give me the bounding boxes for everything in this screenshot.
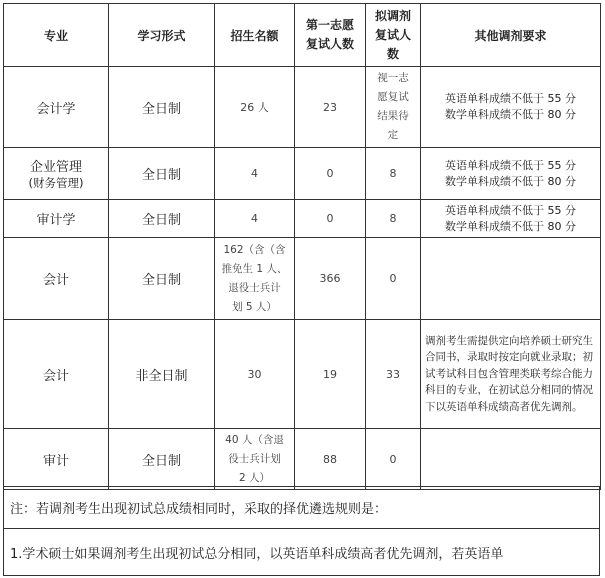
requirement-line: 英语单科成绩不低于 55 分 bbox=[445, 92, 576, 105]
cell-major: 会计 bbox=[4, 320, 109, 429]
table-row bbox=[4, 238, 601, 320]
cell-quota: 4 bbox=[215, 200, 295, 238]
admissions-table bbox=[3, 3, 601, 490]
admissions-table-wrapper bbox=[3, 3, 601, 490]
cell-transfer: 0 bbox=[366, 238, 421, 320]
cell-quota-line: 推免生 1 人、 bbox=[221, 262, 288, 275]
table-row bbox=[4, 200, 601, 238]
cell-quota-line: 役士兵计划 bbox=[228, 452, 281, 465]
cell-form: 全日制 bbox=[109, 238, 215, 320]
cell-transfer-line: 定 bbox=[387, 129, 399, 141]
header-transfer bbox=[366, 4, 421, 67]
table-row bbox=[4, 429, 601, 490]
cell-requirements bbox=[421, 148, 601, 200]
header-transfer-line2: 复试人 bbox=[374, 27, 411, 42]
cell-quota-line: 划 5 人） bbox=[232, 300, 277, 313]
cell-transfer-line: 愿复试 bbox=[377, 91, 409, 103]
cell-requirements bbox=[421, 238, 601, 320]
header-transfer-line3: 数 bbox=[386, 46, 399, 61]
cell-transfer bbox=[366, 67, 421, 148]
cell-transfer: 33 bbox=[366, 320, 421, 429]
cell-major: 审计 bbox=[4, 429, 109, 490]
cell-quota: 4 bbox=[215, 148, 295, 200]
cell-form: 全日制 bbox=[109, 429, 215, 490]
cell-transfer-line: 结果待 bbox=[377, 110, 409, 122]
cell-requirements bbox=[421, 200, 601, 238]
header-requirements: 其他调剂要求 bbox=[421, 4, 601, 67]
requirement-line: 数学单科成绩不低于 80 分 bbox=[445, 219, 576, 233]
cell-first-choice: 23 bbox=[295, 67, 366, 148]
header-first-choice bbox=[295, 4, 366, 67]
cell-first-choice: 88 bbox=[295, 429, 366, 490]
cell-requirements: 调剂考生需提供定向培养硕士研究生合同书，录取时按定向就业录取；初试考试科目包含管理类联考综合能力科目的专业，在初试总分相同的情况下以英语单科成绩高者优先调剂。 bbox=[421, 320, 601, 429]
cell-transfer: 0 bbox=[366, 429, 421, 490]
cell-quota: 30 bbox=[215, 320, 295, 429]
cell-form: 全日制 bbox=[109, 67, 215, 148]
table-header-row bbox=[4, 4, 601, 67]
cell-major-sub: (财务管理) bbox=[28, 176, 84, 190]
header-major: 专业 bbox=[4, 4, 109, 67]
cell-requirements bbox=[421, 429, 601, 490]
cell-major: 审计学 bbox=[4, 200, 109, 238]
cell-quota-line: 40 人（含退 bbox=[225, 433, 284, 446]
note-line-2: 1.学术硕士如果调剂考生出现初试总分相同，以英语单科成绩高者优先调剂，若英语单 bbox=[3, 528, 600, 576]
requirement-line: 英语单科成绩不低于 55 分 bbox=[445, 158, 576, 172]
cell-quota bbox=[215, 429, 295, 490]
cell-quota-line: 2 人） bbox=[238, 471, 271, 484]
cell-first-choice: 0 bbox=[295, 200, 366, 238]
requirement-line: 数学单科成绩不低于 80 分 bbox=[445, 108, 576, 121]
header-first-choice-line2: 复试人数 bbox=[305, 37, 354, 51]
cell-major-name: 企业管理 bbox=[29, 160, 82, 175]
table-row bbox=[4, 320, 601, 429]
cell-quota-line: 162（含（含 bbox=[223, 243, 286, 256]
cell-transfer: 8 bbox=[366, 148, 421, 200]
header-form: 学习形式 bbox=[109, 4, 215, 67]
cell-major: 会计学 bbox=[4, 67, 109, 148]
table-row bbox=[4, 67, 601, 148]
cell-transfer: 8 bbox=[366, 200, 421, 238]
cell-quota: 26 人 bbox=[215, 67, 295, 148]
cell-form: 全日制 bbox=[109, 148, 215, 200]
cell-form: 非全日制 bbox=[109, 320, 215, 429]
table-row bbox=[4, 148, 601, 200]
cell-transfer-line: 视一志 bbox=[377, 72, 409, 84]
cell-major bbox=[4, 148, 109, 200]
header-quota: 招生名额 bbox=[215, 4, 295, 67]
cell-form: 全日制 bbox=[109, 200, 215, 238]
cell-major: 会计 bbox=[4, 238, 109, 320]
header-first-choice-line1: 第一志愿 bbox=[305, 18, 354, 32]
cell-first-choice: 366 bbox=[295, 238, 366, 320]
cell-quota bbox=[215, 238, 295, 320]
note-line-1: 注：若调剂考生出现初试总成绩相同时，采取的择优遴选规则是： bbox=[3, 486, 600, 529]
requirement-line: 数学单科成绩不低于 80 分 bbox=[445, 174, 576, 188]
cell-requirements bbox=[421, 67, 601, 148]
requirement-line: 英语单科成绩不低于 55 分 bbox=[445, 203, 576, 217]
header-transfer-line1: 拟调剂 bbox=[374, 8, 411, 23]
cell-first-choice: 19 bbox=[295, 320, 366, 429]
cell-quota-line: 退役士兵计 bbox=[228, 281, 281, 294]
cell-first-choice: 0 bbox=[295, 148, 366, 200]
